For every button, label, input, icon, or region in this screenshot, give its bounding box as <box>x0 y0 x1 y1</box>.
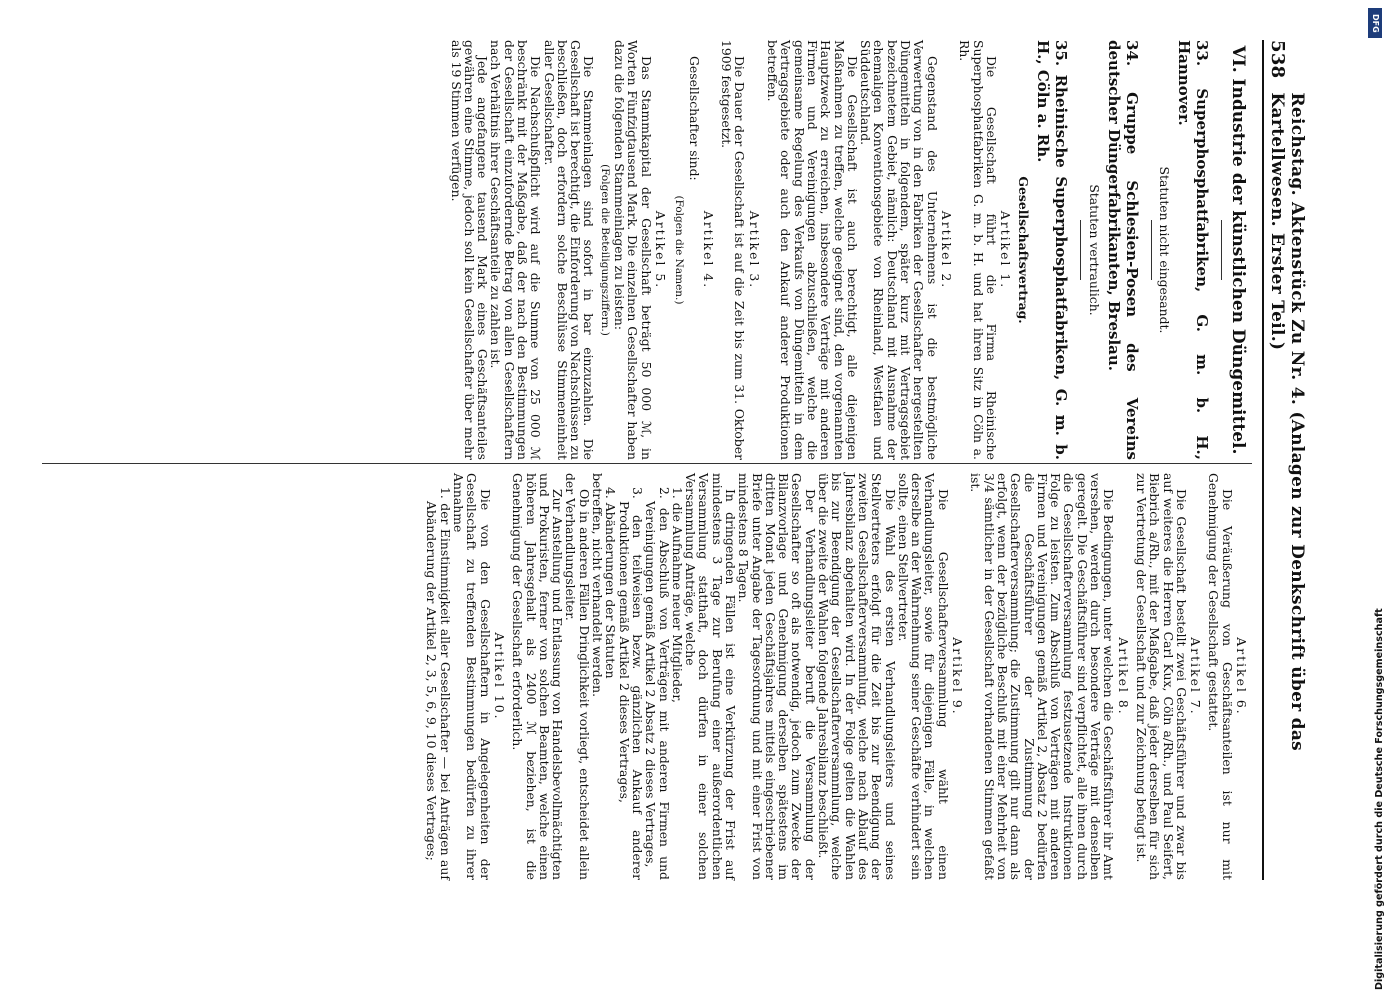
divider <box>1151 220 1152 280</box>
article-text: Die Wahl des ersten Verhandlungsleiters und seines Stellvertreters erfolgt für die Zeit bis zur Beendigung der zweiten Gesellschafterversammlung, welche nach Ablauf des Jahresbilanz abgehalten wird. In der Folge gelten die Wahlen bis zur Beendigung der Gesellschafterversammlung, welche über die zweite der Wahlen folgende Jahresbilanz beschließt. <box>816 473 898 880</box>
entry-34-title: 34. Gruppe Schlesien-Posen des Vereins deutscher Düngerfabrikanten, Breslau. <box>1104 40 1141 460</box>
entry-34-text: Statuten vertraulich. <box>1086 184 1102 316</box>
article-text: Gesellschafter sind: <box>686 56 702 181</box>
list-item: 1. die Aufnahme neuer Mitglieder, <box>669 487 685 703</box>
article-text: Die Bedingungen, unter welchen die Geschäftsführer ihr Amt versehen, werden durch besondere Verträge mit denselben geregelt. Die Geschäftsführer sind verpflichtet, alle ihnen durch die Gesellschafterversammlung festzusetzende Instruktionen Folge zu leisten. Zum Abschluß von Verträgen mit anderen Firmen und Vereinigungen gemäß Artikel 2, Absatz 2 bedürfen die Geschäftsführer der Zustimmung der Gesellschafterversammlung; die Zustimmung gilt nur dann als erfolgt, wenn der bezügliche Beschluß mit einer Mehrheit von 3/4 sämtlicher in der Gesellschaft vorhandenen Stimmen gefaßt ist. <box>968 473 1117 880</box>
article-list <box>425 473 452 880</box>
entry-33-text: Statuten nicht eingesandt. <box>1157 166 1172 334</box>
page-header <box>1262 40 1307 880</box>
page-title: Reichstag. Aktenstück Zu Nr. 4. (Anlagen zur Denkschrift über das Kartellwesen. Erster Teil.) <box>1267 92 1307 752</box>
page-number: 538 <box>1267 40 1288 79</box>
article-text: betreffen, nicht verhandelt werden. <box>590 473 606 698</box>
article-text: Die Stammeinlagen sind sofort in bar einzuzahlen. Die Gesellschaft ist berechtigt, die Einforderung von Nachschüssen zu beschließen, doch erfordern solche Beschlüsse Stimmeneinheit aller Gesellschafter. <box>541 40 597 460</box>
right-column <box>425 473 1248 880</box>
list-item: 3. den teilweisen bezw. gänzlichen Ankauf anderer Produktionen gemäß Artikel 2 dieses Vertrages, <box>616 487 645 880</box>
article-note: (Folgen die Beteiligungsziffern.) <box>598 164 611 336</box>
article-heading: Artikel 9. <box>950 637 966 716</box>
article-note: (Folgen die Namen.) <box>673 195 686 305</box>
left-column <box>449 40 1248 460</box>
article-text: Die Gesellschaft ist auch berechtigt, alle diejenigen Maßnahmen zu treffen, welche geeignet sind, den vorgenannten Hauptzweck zu erreichen, insbesondere Verträge mit anderen Firmen und Vereinigungen abzuschließen, welche die gemeinsame Regelung des Verkaufs von Düngemitteln in dem Vertragsgebiete oder auch den Ankauf anderer Produktionen betreffen. <box>765 40 860 460</box>
entry-35-title: 35. Rheinische Superphosphatfabriken, G. m. b. H., Cöln a. Rh. <box>1034 40 1071 460</box>
document-page <box>38 40 1307 880</box>
article-text: Die Veräußerung von Geschäftsanteilen ist nur mit Genehmigung der Gesellschaft gestattet. <box>1206 473 1235 880</box>
article-heading: Artikel 6. <box>1234 637 1249 716</box>
article-heading: Artikel 1. <box>998 210 1014 290</box>
article-text: Die Dauer der Gesellschaft ist auf die Zeit bis zum 31. Oktober 1909 festgesetzt. <box>719 40 748 460</box>
article-text: Zur Anstellung und Entlassung von Handelsbevollmächtigten und Prokuristen, ferner von solchen Beamten, welche einen höheren Jahresgehalt als 2400 ℳ beziehen, ist die Genehmigung der Gesellschaft erforderlich. <box>510 473 566 880</box>
article-heading: Artikel 10. <box>491 632 507 721</box>
article-text: Jede angefangene tausend Mark eines Geschäftsanteiles gewähren eine Stimme, jedoch soll kein Gesellschafter über mehr als 19 Stimmen verfügen. <box>448 40 491 460</box>
article-text: Die Nachschußpflicht wird auf die Summe von 25 000 ℳ beschränkt mit der Maßgabe, daß der nach den Bestimmungen der Gesellschaft einzufordernde Betrag von allen Gesellschaftern nach Verhältnis ihrer Geschäftsanteile zu zahlen ist. <box>488 40 544 460</box>
contract-title: Gesellschaftsvertrag. <box>1016 176 1032 324</box>
article-text: In dringenden Fällen ist eine Verkürzung der Frist auf mindestens 3 Tage zur Berufung einer außerordentlichen Versammlung statthaft, doch dürfen in einer solchen Versammlung Anträge, welche <box>683 473 739 880</box>
article-heading: Artikel 2. <box>938 210 954 290</box>
article-text: Die von den Gesellschaftern in Angelegenheiten der Gesellschaft zu treffenden Bestimmungen bedürfen zu ihrer Annahme <box>451 473 493 880</box>
article-text: Die Gesellschaft bestellt zwei Geschäftsführer und zwar bis auf weiteres die Herren Carl Kux, Cöln a/Rh., und Paul Seifert, Biebrich a/Rh., mit der Maßgabe, daß jeder derselben für sich zur Vertretung der Gesellschaft und zur Zeichnung befugt ist. <box>1133 473 1189 880</box>
article-heading: Artikel 5. <box>652 210 668 290</box>
list-item: 2. den Abschluß von Verträgen mit anderen Firmen und Vereinigungen gemäß Artikel 2 Absatz 2 dieses Vertrages, <box>643 487 672 880</box>
article-text: Das Stammkapital der Gesellschaft beträgt 50 000 ℳ, in Worten Fünfzigtausend Mark. Die einzelnen Gesellschafter haben dazu die folgenden Stammeinlagen zu leisten: <box>612 40 654 460</box>
divider <box>1080 220 1081 280</box>
column-divider <box>42 463 1252 464</box>
article-list <box>604 473 684 880</box>
digitization-credit: Digitalisierung gefördert durch die Deutsche Forschungsgemeinschaft <box>1374 608 1385 990</box>
section-heading: VI. Industrie der künstlichen Düngemittel. <box>1228 45 1248 455</box>
list-item: 1. der Einstimmigkeit aller Gesellschafter — bei Anträgen auf Abänderung der Artikel 2, 3, 5, 6, 9, 10 dieses Vertrages; <box>424 487 453 880</box>
entry-33-title: 33. Superphosphatfabriken, G. m. b. H., Hannover. <box>1175 40 1211 460</box>
divider <box>1221 220 1222 280</box>
article-text: Die Gesellschafterversammlung wählt einen Verhandlungsleiter, sowie für diejenigen Fälle, in welchen derselbe an der Wahrnehmung seiner Geschäfte verhindert sein sollte, einen Stellvertreter. <box>895 473 951 880</box>
article-heading: Artikel 7. <box>1188 637 1204 716</box>
article-text: Gegenstand des Unternehmens ist die bestmögliche Verwertung von in den Fabriken der Gesellschafter hergestellten Düngemitteln in folgendem, später kurz mit Vertragsgebiet bezeichnetem Gebiet, nämlich: Deutschland mit Ausnahme der ehemaligen Konventionsgebiete von Rheinland, Westfalen und Süddeutschland. <box>858 40 940 460</box>
article-heading: Artikel 4. <box>700 210 716 290</box>
article-text: Die Gesellschaft führt die Firma Rheinische Superphosphatfabriken G. m. b. H. und hat ihren Sitz in Cöln a. Rh. <box>957 40 999 460</box>
article-text: Ob in anderen Fällen Dringlichkeit vorliegt, entscheidet allein der Verhandlungsleiter. <box>563 473 592 880</box>
article-text: Der Verhandlungsleiter beruft die Versammlung der Gesellschafter so oft als notwendig, jedoch zum Zwecke der Bilanzvorlage und Genehmigung derselben spätestens im dritten Monat jeden Geschäftsjahres mittels eingeschriebener Briefe unter Angabe der Tagesordnung und mit einer Frist von mindestens 8 Tagen. <box>736 473 818 880</box>
article-heading: Artikel 3. <box>746 210 762 290</box>
list-item: 4. Abänderungen der Statuten <box>603 487 619 679</box>
article-heading: Artikel 8. <box>1115 637 1131 716</box>
dfg-logo: DFG <box>1368 8 1382 38</box>
